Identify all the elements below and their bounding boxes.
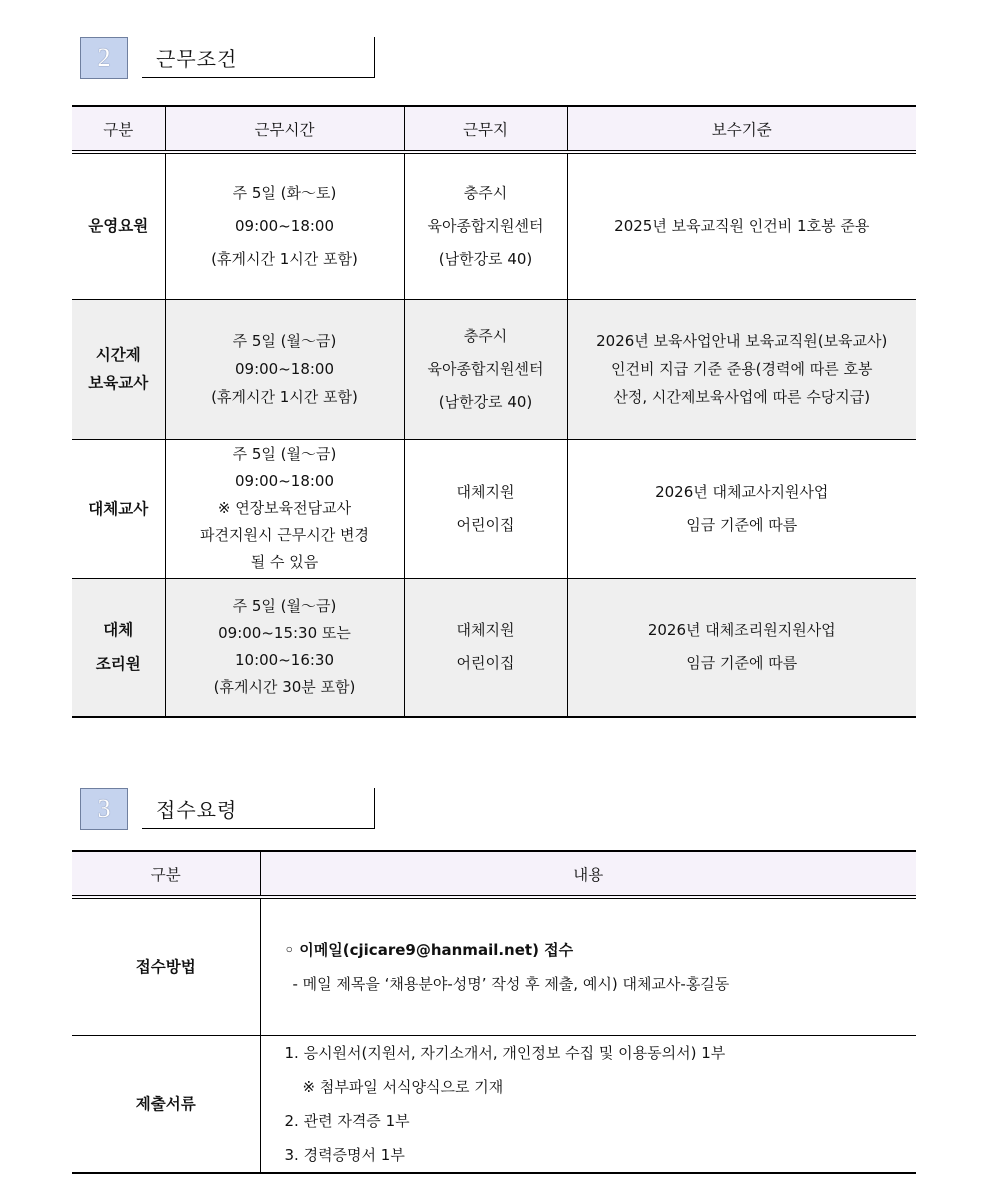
section-2-number: 2: [80, 37, 128, 79]
row-hours: 주 5일 (월～금) 09:00~15:30 또는 10:00~16:30 (휴게시간 30분 포함): [165, 578, 404, 717]
application-table: [72, 850, 916, 1174]
row-pay: 2026년 대체교사지원사업 임금 기준에 따름: [567, 439, 916, 578]
table-row: [72, 897, 916, 1035]
table-row: [72, 439, 916, 578]
header-category: 구분: [72, 851, 260, 897]
row-category: 운영요원: [88, 217, 149, 236]
work-conditions-table: [72, 105, 916, 718]
row-content: ◦ 이메일(cjicare9@hanmail.net) 접수 - 메일 제목을 ‘채용분야-성명’ 작성 후 제출, 예시) 대체교사-홍길동: [260, 897, 916, 1035]
row-pay: 2026년 보육사업안내 보육교직원(보육교사) 인건비 지급 기준 준용(경력에 따른 호봉 산정, 시간제보육사업에 따른 수당지급): [567, 299, 916, 439]
section-2-header: [80, 37, 376, 79]
row-category: 대체 조리원: [72, 578, 165, 717]
table-row: [72, 299, 916, 439]
row-category: 대체교사: [72, 439, 165, 578]
table-header-row: [72, 851, 916, 897]
row-hours: 주 5일 (월～금) 09:00~18:00 ※ 연장보육전담교사 파견지원시 근무시간 변경 될 수 있음: [165, 439, 404, 578]
section-3-header: [80, 788, 376, 830]
header-pay: 보수기준: [567, 106, 916, 152]
row-place: 대체지원 어린이집: [404, 439, 567, 578]
table-row: [72, 578, 916, 717]
header-place: 근무지: [404, 106, 567, 152]
section-3-title: 접수요령: [156, 798, 238, 822]
row-place: 대체지원 어린이집: [404, 578, 567, 717]
row-category: 시간제 보육교사: [72, 299, 165, 439]
row-hours: 주 5일 (화～토) 09:00~18:00 (휴게시간 1시간 포함): [165, 152, 404, 299]
table-row: [72, 152, 916, 299]
row-category: 제출서류: [72, 1035, 260, 1173]
row-pay: 2025년 보육교직원 인건비 1호봉 준용: [567, 152, 916, 299]
section-2-title: 근무조건: [156, 47, 238, 71]
header-hours: 근무시간: [165, 106, 404, 152]
section-3-number: 3: [80, 788, 128, 830]
row-place: 충주시 육아종합지원센터 (남한강로 40): [404, 299, 567, 439]
header-category: 구분: [72, 106, 165, 152]
row-pay: 2026년 대체조리원지원사업 임금 기준에 따름: [567, 578, 916, 717]
row-hours: 주 5일 (월～금) 09:00~18:00 (휴게시간 1시간 포함): [165, 299, 404, 439]
row-place: 충주시 육아종합지원센터 (남한강로 40): [404, 152, 567, 299]
row-category: 접수방법: [135, 957, 196, 976]
section-2-title-box: [142, 37, 375, 78]
table-row: [72, 1035, 916, 1173]
header-content: 내용: [260, 851, 916, 897]
table-header-row: [72, 106, 916, 152]
section-3-title-box: [142, 788, 375, 829]
row-content: 1. 응시원서(지원서, 자기소개서, 개인정보 수집 및 이용동의서) 1부 ※ 첨부파일 서식양식으로 기재 2. 관련 자격증 1부 3. 경력증명서 1부: [260, 1035, 916, 1173]
